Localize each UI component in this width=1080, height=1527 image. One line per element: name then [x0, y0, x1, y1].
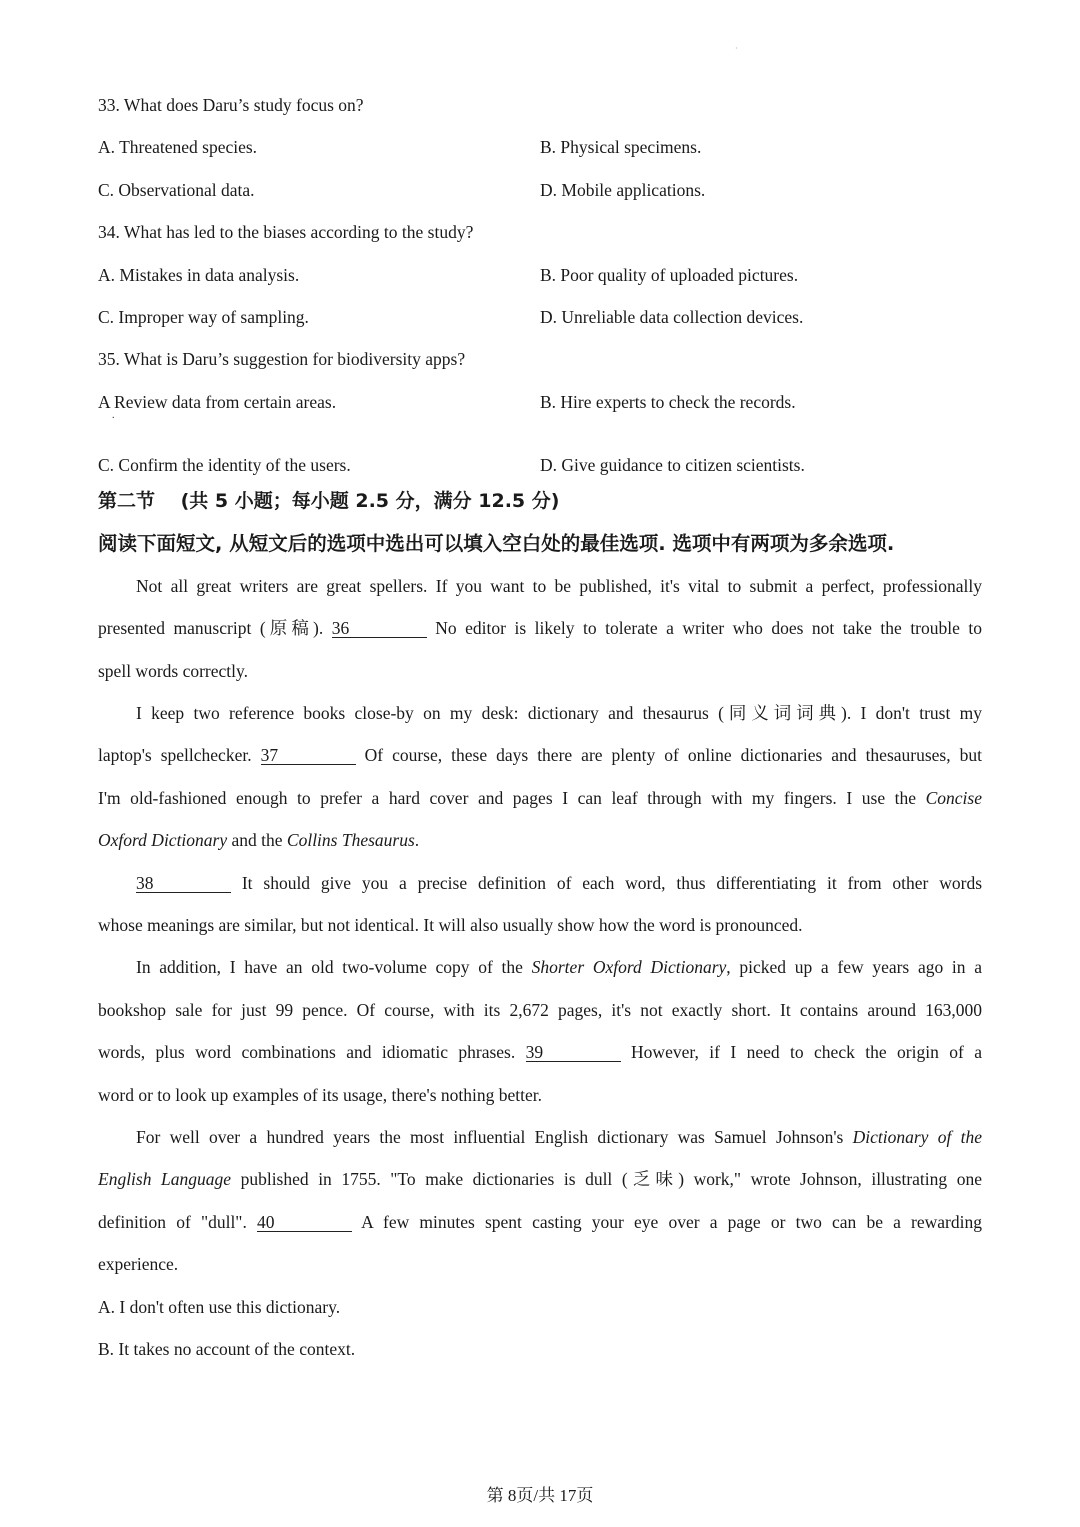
answer-option: A. Mistakes in data analysis.	[98, 264, 300, 285]
passage-line	[98, 989, 982, 1031]
passage-text: A few minutes spent casting your eye over a page or two can be a rewarding	[351, 1211, 982, 1232]
passage-line	[98, 777, 982, 819]
page-footer: 第 8页/共 17页	[486, 1486, 594, 1505]
passage-text: presented manuscript (原稿).	[98, 618, 332, 639]
option-row	[98, 254, 982, 296]
answer-option: A. Threatened species.	[98, 137, 258, 158]
passage-text: Of course, these days there are plenty of online dictionaries and thesauruses, but	[355, 745, 982, 766]
italic-title: Collins Thesaurus	[286, 830, 415, 851]
option-row	[98, 296, 982, 338]
passage-text: and the	[227, 830, 287, 851]
blank-39: 39	[526, 1043, 621, 1062]
blank-40: 40	[257, 1213, 352, 1232]
passage-text: bookshop sale for just 99 pence. Of course, with its 2,672 pages, it's not exactly short. It contains around 163,000	[98, 999, 982, 1020]
blank-38: 38	[136, 874, 231, 893]
answer-option: C. Observational data.	[98, 179, 255, 200]
blank-37: 37	[261, 746, 356, 765]
blank-36: 36	[332, 619, 427, 638]
passage-text: However, if I need to check the origin of a	[620, 1042, 982, 1063]
passage-text: For well over a hundred years the most influential English dictionary was Samuel Johnson's	[136, 1126, 853, 1147]
passage-text: Not all great writers are great spellers. If you want to be published, it's vital to submit a perfect, professionally	[136, 575, 982, 596]
passage-line	[98, 692, 982, 734]
scan-mark: ·	[735, 44, 738, 53]
passage-text: , picked up a few years ago in a	[726, 957, 982, 978]
italic-title: English Language	[98, 1169, 232, 1190]
passage-line	[98, 734, 982, 776]
answer-option-a: A. I don't often use this dictionary.	[98, 1296, 341, 1317]
answer-option: B. Physical specimens.	[540, 137, 702, 158]
option-row	[98, 381, 982, 423]
passage-text: It should give you a precise definition of each word, thus differentiating it from other words	[231, 872, 982, 893]
passage-line	[98, 946, 982, 988]
passage-text: In addition, I have an old two-volume copy of the	[136, 957, 532, 978]
passage-line	[98, 819, 982, 861]
passage-line	[98, 1243, 982, 1285]
passage-text: whose meanings are similar, but not identical. It will also usually show how the word is pronounced.	[98, 915, 803, 936]
italic-title: Oxford Dictionary	[98, 830, 228, 851]
passage-line	[98, 565, 982, 607]
passage-text: published in 1755. "To make dictionaries is dull (乏味) work," wrote Johnson, illustrating one	[231, 1169, 982, 1190]
question-stem: 35. What is Daru’s suggestion for biodiversity apps?	[98, 349, 466, 370]
page-content	[98, 84, 982, 1370]
passage-text: laptop's spellchecker.	[98, 745, 261, 766]
passage-text: No editor is likely to tolerate a writer who does not take the trouble to	[426, 618, 982, 639]
italic-title: Shorter Oxford Dictionary	[531, 957, 727, 978]
passage-text: .	[414, 830, 420, 851]
passage-line	[98, 904, 982, 946]
answer-option: C. Confirm the identity of the users.	[98, 455, 351, 476]
option-row	[98, 169, 982, 211]
italic-title: Dictionary of the	[852, 1126, 982, 1147]
passage-text: experience.	[98, 1254, 179, 1275]
passage-text: words, plus word combinations and idiomatic phrases.	[98, 1042, 526, 1063]
passage	[98, 565, 982, 1286]
question-stem: 33. What does Daru’s study focus on?	[98, 95, 364, 115]
passage-line	[98, 607, 982, 649]
option-row	[98, 423, 982, 480]
answer-option-b: B. It takes no account of the context.	[98, 1338, 356, 1359]
passage-text: word or to look up examples of its usage, there's nothing better.	[98, 1084, 542, 1105]
question-stem: 34. What has led to the biases according to the study?	[98, 222, 474, 243]
passage-line	[98, 1074, 982, 1116]
answer-option: D. Mobile applications.	[540, 179, 706, 200]
passage-text: definition of "dull".	[98, 1211, 257, 1232]
answer-option: D. Unreliable data collection devices.	[540, 306, 804, 327]
passage-text: spell words correctly.	[98, 660, 248, 681]
option-row	[98, 126, 982, 168]
answer-option: C. Improper way of sampling.	[98, 306, 309, 327]
passage-line	[98, 862, 982, 904]
stray-dot: .	[112, 409, 115, 421]
passage-text: I'm old-fashioned enough to prefer a hard cover and pages I can leaf through with my fingers. I use the	[98, 787, 926, 808]
italic-title: Concise	[925, 787, 982, 808]
answer-option: B. Poor quality of uploaded pictures.	[540, 264, 799, 285]
answer-option: A Review data from certain areas.	[98, 391, 337, 412]
passage-line	[98, 1158, 982, 1200]
passage-line	[98, 1031, 982, 1073]
answer-option: B. Hire experts to check the records.	[540, 391, 796, 412]
passage-line	[98, 1201, 982, 1243]
section-title: 第二节 (共 5 小题；每小题 2.5 分，满分 12.5 分)	[98, 490, 560, 513]
passage-line	[98, 1116, 982, 1158]
passage-text: I keep two reference books close-by on my desk: dictionary and thesaurus (同义词词典). I don't trust my	[136, 703, 982, 724]
questions	[98, 84, 982, 480]
passage-line	[98, 650, 982, 692]
answer-option: D. Give guidance to citizen scientists.	[540, 455, 805, 476]
section-instruction: 阅读下面短文, 从短文后的选项中选出可以填入空白处的最佳选项. 选项中有两项为多余选项.	[98, 531, 895, 555]
